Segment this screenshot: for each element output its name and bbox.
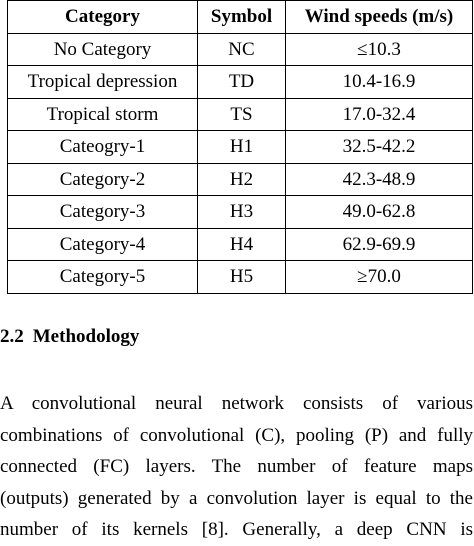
cell-symbol: H4 [198,228,286,261]
table-row [8,196,473,229]
cell-category: No Category [8,33,198,66]
cell-wind-speed: 17.0-32.4 [286,98,473,131]
paragraph-line [0,451,473,483]
cell-wind-speed: 49.0-62.8 [286,196,473,229]
cell-category: Tropical storm [8,98,198,131]
table-row [8,131,473,164]
cell-symbol: TD [198,66,286,99]
table-row [8,261,473,294]
cell-category: Cateogry-1 [8,131,198,164]
table-row [8,228,473,261]
paragraph-line-text: A convolutional neural network consists of various [0,393,473,414]
table-row [8,98,473,131]
cell-category: Category-4 [8,228,198,261]
header-category: Category [8,1,198,34]
table-header-row [8,1,473,34]
cell-symbol: TS [198,98,286,131]
cell-category: Category-2 [8,163,198,196]
cell-wind-speed: 10.4-16.9 [286,66,473,99]
cell-wind-speed: ≥70.0 [286,261,473,294]
paragraph-line-text: number of its kernels [8]. Generally, a deep CNN is [0,519,473,540]
paragraph-line [0,514,473,546]
paragraph-line-text: combinations of convolutional (C), pooling (P) and fully [0,424,473,446]
table-row [8,163,473,196]
paragraph-line [0,388,473,420]
cell-wind-speed: 32.5-42.2 [286,131,473,164]
cell-wind-speed: ≤10.3 [286,33,473,66]
cell-category: Category-3 [8,196,198,229]
cell-symbol: H3 [198,196,286,229]
paragraph-line-text: connected (FC) layers. The number of feature maps [0,456,473,477]
cell-wind-speed: 62.9-69.9 [286,228,473,261]
section-title: Methodology [32,326,140,347]
section-heading [0,326,139,348]
cell-symbol: NC [198,33,286,66]
header-symbol: Symbol [198,1,286,34]
cell-symbol: H1 [198,131,286,164]
table-row [8,66,473,99]
paragraph-line-text: (outputs) generated by a convolution layer is equal to the [0,487,473,509]
hurricane-category-table [7,0,473,294]
table-row [8,33,473,66]
paragraph-line [0,420,473,452]
cell-category: Tropical depression [8,66,198,99]
header-wind-speeds: Wind speeds (m/s) [286,1,473,34]
paragraph-line [0,483,473,515]
cell-symbol: H5 [198,261,286,294]
cell-wind-speed: 42.3-48.9 [286,163,473,196]
section-number: 2.2 [0,326,24,347]
body-paragraph [0,388,473,546]
cell-category: Category-5 [8,261,198,294]
cell-symbol: H2 [198,163,286,196]
